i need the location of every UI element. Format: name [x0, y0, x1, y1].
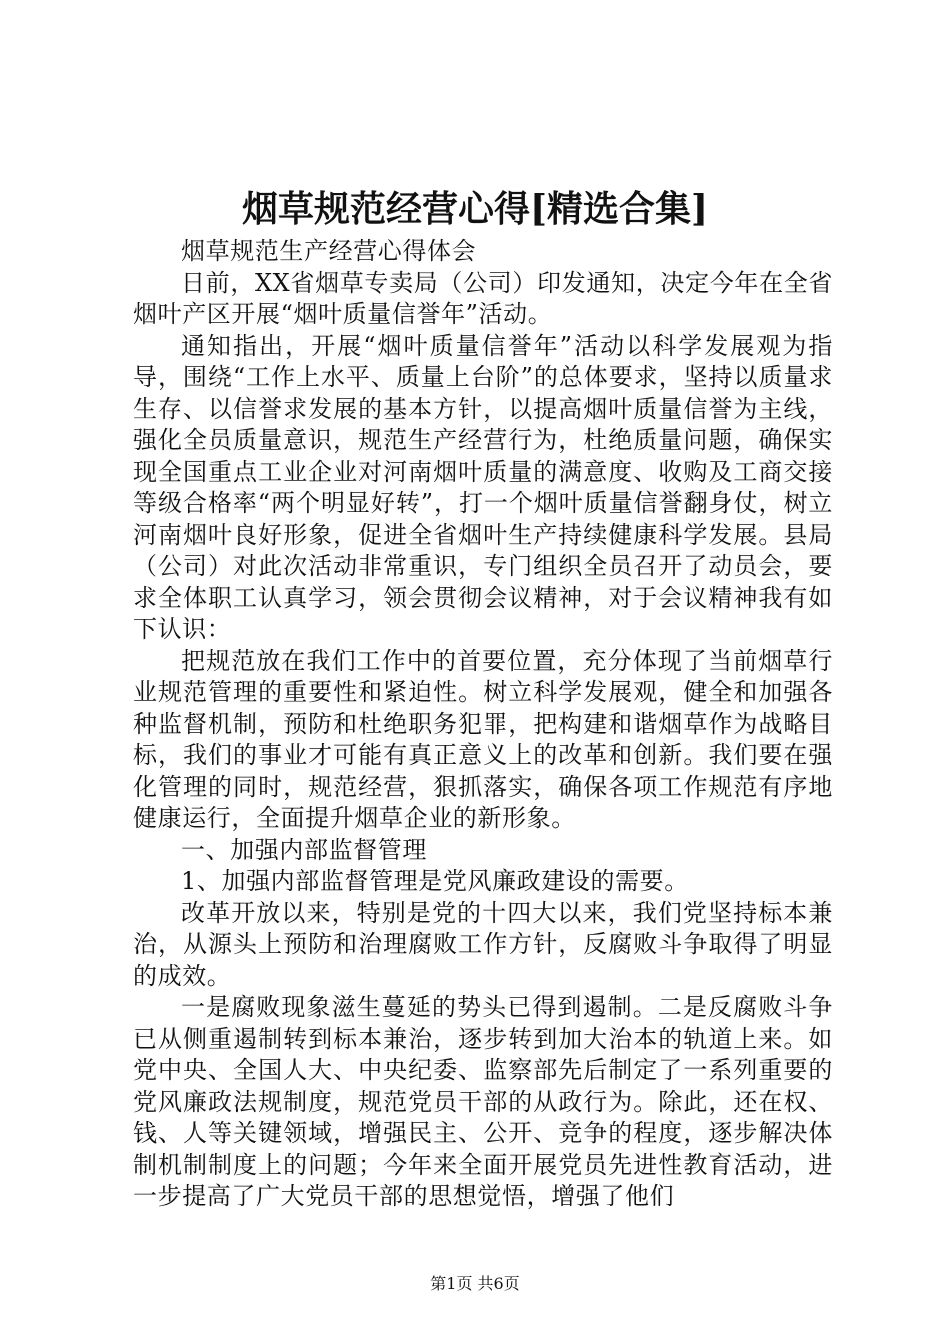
section-heading: 一、加强内部监督管理	[181, 835, 427, 864]
body-paragraph: 日前，XX省烟草专卖局（公司）印发通知，决定今年在全省烟叶产区开展“烟叶质量信誉年”活动。	[133, 268, 833, 328]
subtitle-paragraph: 烟草规范生产经营心得体会	[181, 237, 477, 265]
document-body	[133, 236, 833, 1213]
body-paragraph: 改革开放以来，特别是党的十四大以来，我们党坚持标本兼治，从源头上预防和治理腐败工作方针，反腐败斗争取得了明显的成效。	[133, 898, 833, 990]
body-paragraph: 通知指出，开展“烟叶质量信誉年”活动以科学发展观为指导，围绕“工作上水平、质量上台阶”的总体要求，坚持以质量求生存、以信誉求发展的基本方针，以提高烟叶质量信誉为主线，强化全员质量意识，规范生产经营行为，杜绝质量问题，确保实现全国重点工业企业对河南烟叶质量的满意度、收购及工商交接等级合格率“两个明显好转”，打一个烟叶质量信誉翻身仗，树立河南烟叶良好形象，促进全省烟叶生产持续健康科学发展。县局（公司）对此次活动非常重识，专门组织全员召开了动员会，要求全体职工认真学习，领会贯彻会议精神，对于会议精神我有如下认识：	[133, 331, 833, 643]
page-footer: 第1页 共6页	[430, 1274, 520, 1293]
document-title: 烟草规范经营心得[精选合集]	[241, 188, 709, 230]
subsection-heading: 1、加强内部监督管理是党风廉政建设的需要。	[181, 867, 689, 895]
body-paragraph: 把规范放在我们工作中的首要位置，充分体现了当前烟草行业规范管理的重要性和紧迫性。树立科学发展观，健全和加强各种监督机制，预防和杜绝职务犯罪，把构建和谐烟草作为战略目标，我们的事业才可能有真正意义上的改革和创新。我们要在强化管理的同时，规范经营，狠抓落实，确保各项工作规范有序地健康运行，全面提升烟草企业的新形象。	[133, 646, 833, 832]
body-paragraph: 一是腐败现象滋生蔓延的势头已得到遏制。二是反腐败斗争已从侧重遏制转到标本兼治，逐步转到加大治本的轨道上来。如党中央、全国人大、中央纪委、监察部先后制定了一系列重要的党风廉政法规制度，规范党员干部的从政行为。除此，还在权、钱、人等关键领域，增强民主、公开、竞争的程度，逐步解决体制机制制度上的问题；今年来全面开展党员先进性教育活动，进一步提高了广大党员干部的思想觉悟，增强了他们	[133, 993, 833, 1210]
